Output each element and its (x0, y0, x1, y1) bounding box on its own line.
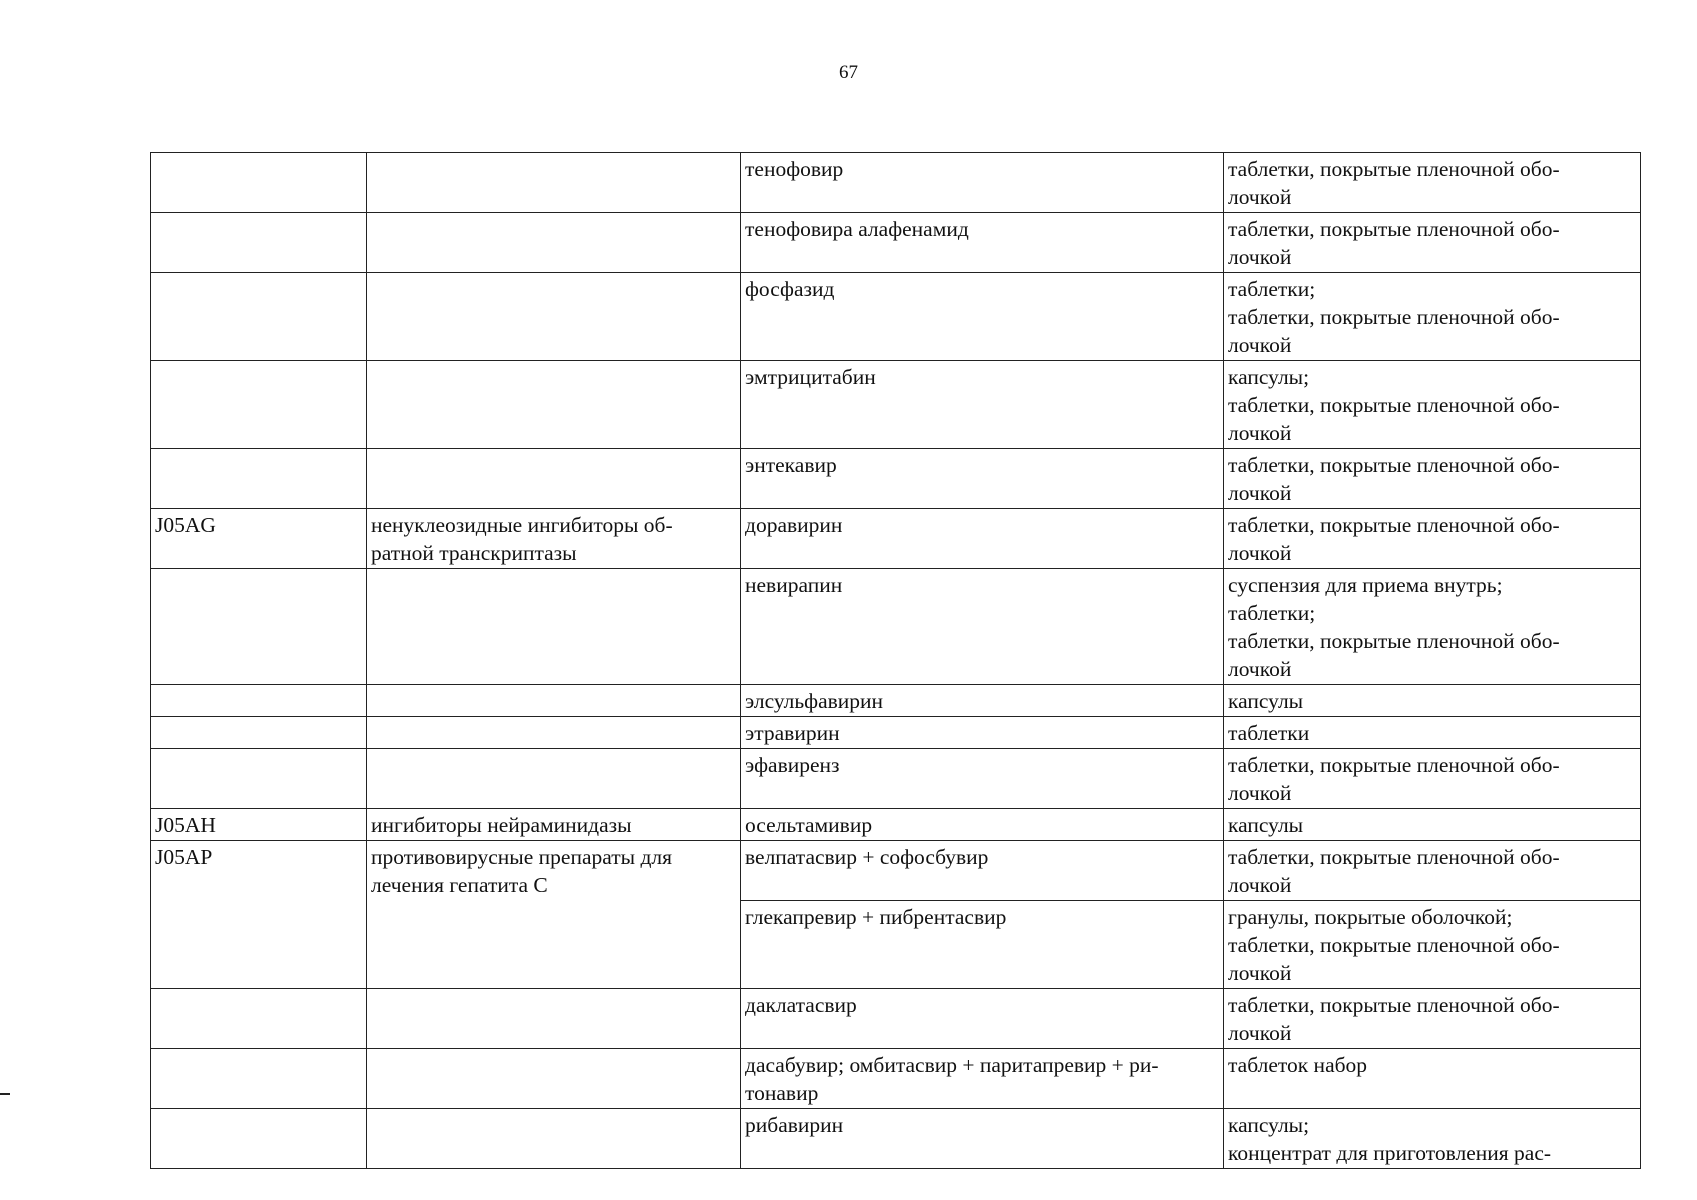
drug-name-cell (741, 213, 1224, 273)
cell-line: таблетки, покрытые пленочной обо- (1228, 513, 1560, 537)
table-row (151, 213, 1641, 273)
cell-line: таблетки, покрытые пленочной обо- (1228, 393, 1560, 417)
dosage-form-cell (1224, 841, 1641, 901)
cell-line: J05AH (155, 813, 216, 837)
atc-code-cell (151, 685, 367, 717)
pharmacological-group-cell (367, 449, 741, 509)
drug-name-cell (741, 273, 1224, 361)
table-row (151, 717, 1641, 749)
drug-name-cell (741, 809, 1224, 841)
dosage-form-cell (1224, 361, 1641, 449)
atc-code-cell (151, 361, 367, 449)
pharmacological-group-cell (367, 1109, 741, 1169)
dosage-form-cell (1224, 213, 1641, 273)
cell-line: капсулы; (1228, 1113, 1310, 1137)
dosage-form-cell (1224, 569, 1641, 685)
cell-line: эфавиренз (745, 753, 840, 777)
drug-name-cell (741, 749, 1224, 809)
cell-line: элсульфавирин (745, 689, 884, 713)
cell-line: таблетки, покрытые пленочной обо- (1228, 453, 1560, 477)
cell-line: дасабувир; омбитасвир + паритапревир + ри- (745, 1053, 1159, 1077)
table-row (151, 153, 1641, 213)
cell-line: доравирин (745, 513, 843, 537)
pharmacological-group-cell (367, 841, 741, 989)
table-row (151, 1049, 1641, 1109)
cell-line: таблетки; (1228, 277, 1316, 301)
atc-code-cell (151, 717, 367, 749)
cell-line: таблетки, покрытые пленочной обо- (1228, 629, 1560, 653)
drug-name-cell (741, 509, 1224, 569)
cell-line: ингибиторы нейраминидазы (371, 813, 632, 837)
cell-line: концентрат для приготовления рас- (1228, 1141, 1552, 1165)
drug-name-cell (741, 153, 1224, 213)
atc-code-cell (151, 989, 367, 1049)
drug-name-cell (741, 841, 1224, 901)
cell-line: ненуклеозидные ингибиторы об- (371, 513, 673, 537)
cell-line: противовирусные препараты для (371, 845, 673, 869)
cell-line: даклатасвир (745, 993, 857, 1017)
cell-line: таблетки, покрытые пленочной обо- (1228, 305, 1560, 329)
atc-code-cell (151, 1049, 367, 1109)
cell-line: лочкой (1228, 1021, 1292, 1045)
atc-code-cell (151, 153, 367, 213)
drug-table (150, 152, 1641, 1169)
cell-line: лочкой (1228, 333, 1292, 357)
cell-line: таблетки, покрытые пленочной обо- (1228, 217, 1560, 241)
cell-line: лочкой (1228, 421, 1292, 445)
cell-line: тенофовира алафенамид (745, 217, 969, 241)
drug-name-cell (741, 901, 1224, 989)
pharmacological-group-cell (367, 685, 741, 717)
atc-code-cell (151, 509, 367, 569)
drug-name-cell (741, 1049, 1224, 1109)
atc-code-cell (151, 809, 367, 841)
dosage-form-cell (1224, 1109, 1641, 1169)
cell-line: таблетки, покрытые пленочной обо- (1228, 933, 1560, 957)
atc-code-cell (151, 569, 367, 685)
cell-line: таблетки, покрытые пленочной обо- (1228, 157, 1560, 181)
dosage-form-cell (1224, 717, 1641, 749)
table-row (151, 749, 1641, 809)
dosage-form-cell (1224, 1049, 1641, 1109)
cell-line: J05AP (155, 845, 213, 869)
cell-line: J05AG (155, 513, 216, 537)
cell-line: тонавир (745, 1081, 819, 1105)
cell-line: невирапин (745, 573, 843, 597)
pharmacological-group-cell (367, 153, 741, 213)
cell-line: тенофовир (745, 157, 844, 181)
cell-line: таблеток набор (1228, 1053, 1368, 1077)
dosage-form-cell (1224, 809, 1641, 841)
table-row (151, 841, 1641, 901)
cell-line: лочкой (1228, 657, 1292, 681)
cell-line: капсулы; (1228, 365, 1310, 389)
cell-line: капсулы (1228, 813, 1304, 837)
drug-name-cell (741, 685, 1224, 717)
drug-name-cell (741, 361, 1224, 449)
cell-line: велпатасвир + софосбувир (745, 845, 989, 869)
table-row (151, 273, 1641, 361)
table-row (151, 809, 1641, 841)
dosage-form-cell (1224, 749, 1641, 809)
cell-line: эмтрицитабин (745, 365, 876, 389)
table-row (151, 569, 1641, 685)
dosage-form-cell (1224, 153, 1641, 213)
cell-line: рибавирин (745, 1113, 844, 1137)
cell-line: таблетки, покрытые пленочной обо- (1228, 993, 1560, 1017)
pharmacological-group-cell (367, 1049, 741, 1109)
drug-name-cell (741, 569, 1224, 685)
cell-line: таблетки, покрытые пленочной обо- (1228, 845, 1560, 869)
pharmacological-group-cell (367, 509, 741, 569)
pharmacological-group-cell (367, 273, 741, 361)
dosage-form-cell (1224, 989, 1641, 1049)
cell-line: ратной транскриптазы (371, 541, 577, 565)
table-body (151, 153, 1641, 1169)
table-row (151, 509, 1641, 569)
drug-name-cell (741, 1109, 1224, 1169)
pharmacological-group-cell (367, 569, 741, 685)
dosage-form-cell (1224, 273, 1641, 361)
dosage-form-cell (1224, 509, 1641, 569)
pharmacological-group-cell (367, 809, 741, 841)
cell-line: осельтамивир (745, 813, 873, 837)
atc-code-cell (151, 749, 367, 809)
table-row (151, 685, 1641, 717)
atc-code-cell (151, 841, 367, 989)
cell-line: энтекавир (745, 453, 837, 477)
table-row (151, 449, 1641, 509)
pharmacological-group-cell (367, 717, 741, 749)
cell-line: лочкой (1228, 873, 1292, 897)
scan-edge-mark (0, 1093, 10, 1095)
cell-line: суспензия для приема внутрь; (1228, 573, 1503, 597)
pharmacological-group-cell (367, 749, 741, 809)
cell-line: таблетки (1228, 721, 1310, 745)
cell-line: лочкой (1228, 185, 1292, 209)
cell-line: капсулы (1228, 689, 1304, 713)
cell-line: гранулы, покрытые оболочкой; (1228, 905, 1513, 929)
cell-line: глекапревир + пибрентасвир (745, 905, 1007, 929)
table-row (151, 989, 1641, 1049)
dosage-form-cell (1224, 449, 1641, 509)
atc-code-cell (151, 213, 367, 273)
table-row (151, 1109, 1641, 1169)
cell-line: таблетки; (1228, 601, 1316, 625)
drug-name-cell (741, 989, 1224, 1049)
page-number: 67 (839, 62, 858, 83)
cell-line: лочкой (1228, 245, 1292, 269)
cell-line: фосфазид (745, 277, 835, 301)
atc-code-cell (151, 1109, 367, 1169)
pharmacological-group-cell (367, 213, 741, 273)
table-row (151, 361, 1641, 449)
pharmacological-group-cell (367, 989, 741, 1049)
cell-line: лочкой (1228, 481, 1292, 505)
drug-name-cell (741, 449, 1224, 509)
cell-line: таблетки, покрытые пленочной обо- (1228, 753, 1560, 777)
dosage-form-cell (1224, 685, 1641, 717)
atc-code-cell (151, 273, 367, 361)
pharmacological-group-cell (367, 361, 741, 449)
cell-line: лечения гепатита С (371, 873, 548, 897)
drug-name-cell (741, 717, 1224, 749)
cell-line: лочкой (1228, 961, 1292, 985)
cell-line: лочкой (1228, 781, 1292, 805)
dosage-form-cell (1224, 901, 1641, 989)
atc-code-cell (151, 449, 367, 509)
cell-line: этравирин (745, 721, 840, 745)
cell-line: лочкой (1228, 541, 1292, 565)
